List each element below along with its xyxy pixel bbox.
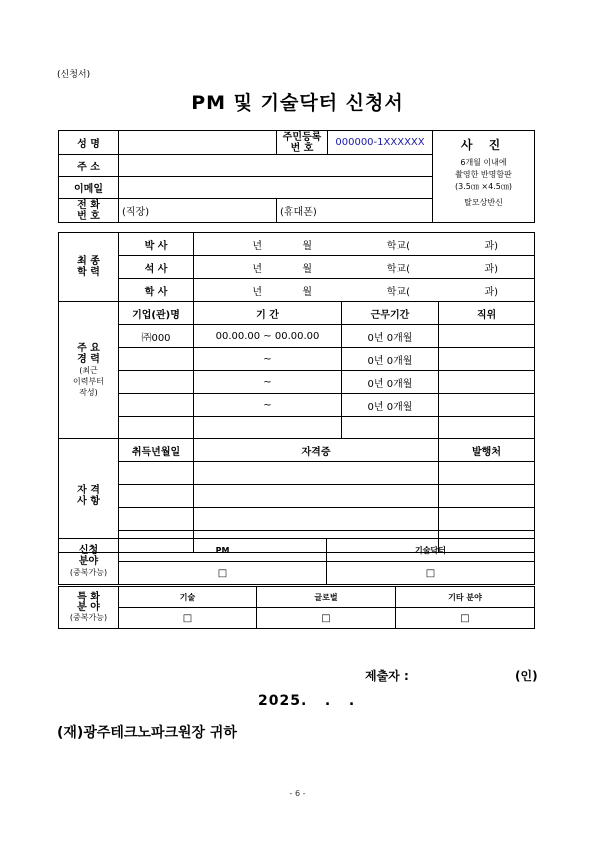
license-header-cert: 자격증 [194,439,439,462]
license-date-cell[interactable] [119,485,194,508]
career-label: 주 요 경 력 (최근 이력부터 작성) [59,302,119,439]
apply-pm-checkbox[interactable]: □ [119,562,327,585]
license-header-issuer: 발행처 [439,439,535,462]
table-row [59,394,535,417]
phone-label: 전 화 번 호 [59,199,119,223]
photo-title: 사 진 [460,138,507,152]
degree-phd: 박 사 [119,233,194,256]
license-date-cell[interactable] [119,462,194,485]
education-label: 최 종 학 력 [59,233,119,302]
license-issuer-cell[interactable] [439,462,535,485]
career-position-cell[interactable] [439,394,535,417]
career-duration-cell[interactable] [342,417,439,439]
license-cert-cell[interactable] [194,462,439,485]
career-duration-cell[interactable]: 0년 0개월 [342,394,439,417]
career-period-cell[interactable] [194,417,342,439]
phone-mobile-field[interactable]: (휴대폰) [277,199,433,223]
apply-field-label: 신청 분야 (중복가능) [59,539,119,585]
specialty-label: 특 화 분 야 (중복가능) [59,587,119,629]
career-header-duration: 근무기간 [342,302,439,325]
education-row-phd[interactable]: 년 월 학교( 과) [194,233,535,256]
career-company-cell[interactable]: ㈜000 [119,325,194,348]
career-period-cell[interactable]: ~ [194,371,342,394]
phone-work-field[interactable]: (직장) [119,199,277,223]
rrn-label: 주민등록 번 호 [277,131,328,155]
apply-option-tech-doctor: 기술닥터 [327,539,535,562]
email-label: 이메일 [59,177,119,199]
form-tag: (신청서) [57,70,91,80]
license-cert-cell[interactable] [194,508,439,531]
name-label: 성 명 [59,131,119,155]
specialty-table [58,586,535,629]
career-period-cell[interactable]: 00.00.00 ~ 00.00.00 [194,325,342,348]
specialty-other-checkbox[interactable]: □ [396,608,535,629]
license-cert-cell[interactable] [194,485,439,508]
seal-mark: (인) [515,669,538,683]
specialty-option-tech: 기술 [119,587,257,608]
career-company-cell[interactable] [119,394,194,417]
license-label: 자 격 사 항 [59,439,119,553]
career-duration-cell[interactable]: 0년 0개월 [342,348,439,371]
name-field[interactable] [119,131,277,155]
specialty-option-global: 글로벌 [257,587,396,608]
career-position-cell[interactable] [439,371,535,394]
table-row [59,462,535,485]
address-label: 주 소 [59,155,119,177]
addressee: (재)광주테크노파크원장 귀하 [57,725,237,741]
degree-masters: 석 사 [119,256,194,279]
submitter-label: 제출자 : [365,669,409,683]
career-company-cell[interactable] [119,371,194,394]
apply-option-pm: PM [119,539,327,562]
rrn-field[interactable]: 000000-1XXXXXX [328,131,433,155]
specialty-option-other: 기타 분야 [396,587,535,608]
career-company-cell[interactable] [119,417,194,439]
license-issuer-cell[interactable] [439,485,535,508]
career-header-period: 기 간 [194,302,342,325]
photo-box: 사 진 6개월 이내에 촬영한 반명함판 (3.5㎝ ×4.5㎝) 탈모상반신 [433,131,535,223]
career-duration-cell[interactable]: 0년 0개월 [342,371,439,394]
history-table [58,232,535,553]
address-field[interactable] [119,155,433,177]
table-row [59,508,535,531]
career-duration-cell[interactable]: 0년 0개월 [342,325,439,348]
email-field[interactable] [119,177,433,199]
education-row-bachelor[interactable]: 년 월 학교( 과) [194,279,535,302]
table-row [59,348,535,371]
license-issuer-cell[interactable] [439,508,535,531]
career-company-cell[interactable] [119,348,194,371]
table-row [59,371,535,394]
submission-date: 2025. . . [258,693,356,709]
career-header-position: 직위 [439,302,535,325]
table-row [59,485,535,508]
career-period-cell[interactable]: ~ [194,348,342,371]
career-position-cell[interactable] [439,348,535,371]
personal-info-table [58,130,535,223]
education-row-masters[interactable]: 년 월 학교( 과) [194,256,535,279]
table-row [59,417,535,439]
career-position-cell[interactable] [439,325,535,348]
specialty-tech-checkbox[interactable]: □ [119,608,257,629]
specialty-global-checkbox[interactable]: □ [257,608,396,629]
license-header-date: 취득년월일 [119,439,194,462]
apply-tech-doctor-checkbox[interactable]: □ [327,562,535,585]
license-date-cell[interactable] [119,508,194,531]
table-row [59,325,535,348]
page-title: PM 및 기술닥터 신청서 [191,92,404,114]
career-header-company: 기업(관)명 [119,302,194,325]
career-period-cell[interactable]: ~ [194,394,342,417]
page-number: - 6 - [289,789,306,798]
degree-bachelor: 학 사 [119,279,194,302]
career-position-cell[interactable] [439,417,535,439]
apply-field-table [58,538,535,585]
